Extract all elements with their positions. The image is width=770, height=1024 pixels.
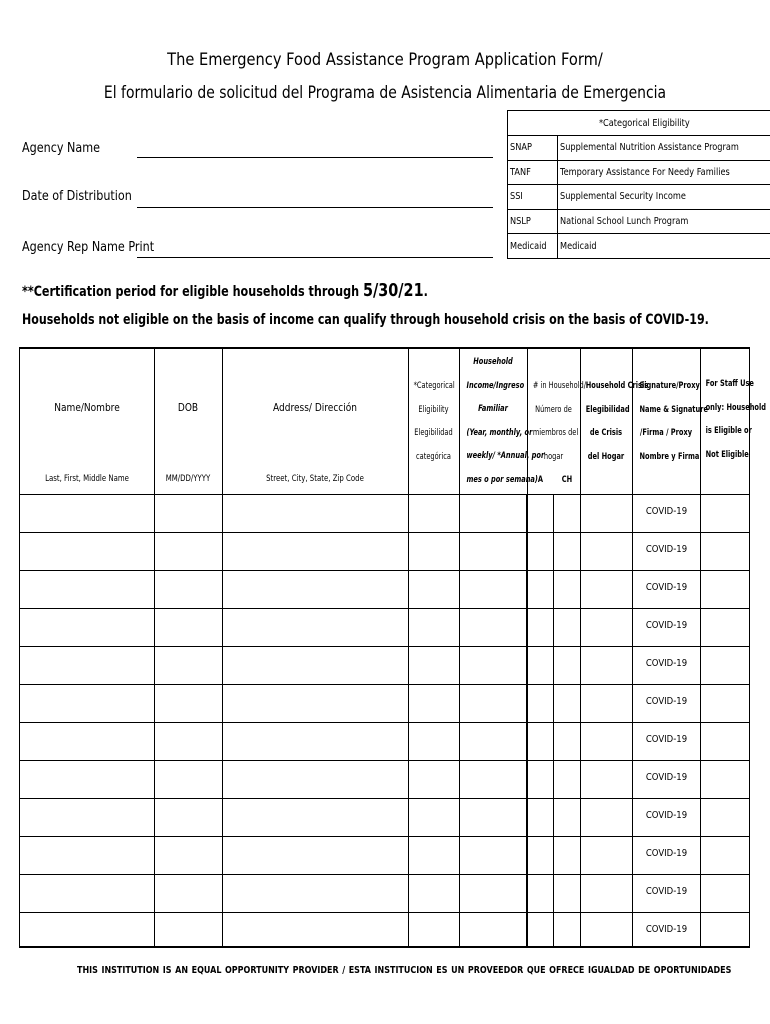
eligibility-row bbox=[508, 136, 770, 161]
certification-text: **Certification period for eligible households through bbox=[22, 284, 363, 300]
address-column-header: Address/ Dirección bbox=[273, 401, 357, 414]
application-table bbox=[19, 347, 766, 948]
agency-name-label: Agency Name bbox=[22, 141, 101, 156]
eligibility-program: Supplemental Security Income bbox=[559, 191, 686, 203]
table-row[interactable] bbox=[20, 608, 749, 609]
form-title-english: The Emergency Food Assistance Program Application Form/ bbox=[167, 50, 603, 70]
equal-opportunity-footer: THIS INSTITUTION IS AN EQUAL OPPORTUNITY PROVIDER / ESTA INSTITUCION ES UN PROVEEDOR QUE OFRECE IGUALDAD DE OPORTUNIDADES bbox=[77, 965, 732, 976]
household-crisis-value: COVID-19 bbox=[645, 582, 688, 593]
agency-rep-label: Agency Rep Name Print bbox=[22, 240, 155, 255]
certification-note bbox=[22, 280, 428, 301]
table-row[interactable] bbox=[20, 874, 749, 875]
children-subheader: CH bbox=[561, 475, 573, 485]
household-crisis-value: COVID-19 bbox=[645, 696, 688, 707]
eligibility-row bbox=[508, 160, 770, 185]
eligibility-abbr: SSI bbox=[510, 191, 523, 203]
categorical-eligibility-table bbox=[507, 110, 770, 259]
eligibility-row bbox=[508, 234, 770, 259]
date-of-distribution-label: Date of Distribution bbox=[22, 189, 132, 204]
household-crisis-value: COVID-19 bbox=[645, 886, 688, 897]
eligibility-program: Supplemental Nutrition Assistance Program bbox=[559, 142, 739, 154]
table-row[interactable] bbox=[20, 684, 749, 685]
table-row[interactable] bbox=[20, 798, 749, 799]
table-row[interactable] bbox=[20, 836, 749, 837]
household-crisis-value: COVID-19 bbox=[645, 734, 688, 745]
eligibility-abbr: TANF bbox=[510, 166, 531, 178]
table-row[interactable] bbox=[20, 494, 749, 495]
address-column-hint: Street, City, State, Zip Code bbox=[266, 474, 364, 484]
eligibility-program: Medicaid bbox=[559, 240, 597, 252]
agency-rep-field[interactable] bbox=[137, 257, 493, 258]
crisis-note: Households not eligible on the basis of income can qualify through household crisis on the basis of COVID-19. bbox=[22, 312, 709, 328]
dob-column-header: DOB bbox=[177, 401, 199, 414]
household-crisis-value: COVID-19 bbox=[645, 620, 688, 631]
household-size-header: # in Household/ Número de miembros del hogar bbox=[532, 381, 586, 462]
household-crisis-value: COVID-19 bbox=[645, 506, 688, 517]
household-crisis-value: COVID-19 bbox=[645, 544, 688, 555]
categorical-eligibility-header: *Categorical Eligibility Elegibilidad categórica bbox=[413, 381, 455, 462]
household-crisis-header: Household Crisis Elegibilidad de Crisis del Hogar bbox=[585, 381, 649, 462]
eligibility-program: National School Lunch Program bbox=[559, 216, 689, 228]
table-row[interactable] bbox=[20, 722, 749, 723]
eligibility-row bbox=[508, 209, 770, 234]
eligibility-row bbox=[508, 185, 770, 210]
table-row[interactable] bbox=[20, 760, 749, 761]
household-crisis-value: COVID-19 bbox=[645, 924, 688, 935]
certification-period: . bbox=[423, 284, 428, 300]
table-row[interactable] bbox=[20, 570, 749, 571]
certification-date: 5/30/21 bbox=[362, 280, 424, 301]
household-income-header: Household Income/Ingreso Familiar (Year, monthly, or weekly/ *Annual, por mes o por semana) bbox=[466, 357, 545, 485]
eligibility-abbr: NSLP bbox=[510, 216, 531, 228]
eligibility-program: Temporary Assistance For Needy Families bbox=[559, 166, 730, 178]
table-row[interactable] bbox=[20, 532, 749, 533]
date-of-distribution-field[interactable] bbox=[137, 207, 493, 208]
form-title-spanish: El formulario de solicitud del Programa de Asistencia Alimentaria de Emergencia bbox=[103, 83, 667, 103]
agency-name-field[interactable] bbox=[137, 157, 493, 158]
eligibility-heading: *Categorical Eligibility bbox=[508, 111, 770, 136]
table-row[interactable] bbox=[20, 646, 749, 647]
signature-header: Signature/Proxy Name & Signature /Firma / Proxy Nombre y Firma bbox=[639, 381, 708, 462]
staff-use-header: For Staff Use only: Household is Eligible or Not Eligible bbox=[705, 379, 766, 460]
household-crisis-value: COVID-19 bbox=[645, 772, 688, 783]
household-crisis-value: COVID-19 bbox=[645, 848, 688, 859]
name-column-hint: Last, First, Middle Name bbox=[45, 474, 129, 484]
eligibility-abbr: SNAP bbox=[510, 142, 532, 154]
name-column-header: Name/Nombre bbox=[54, 401, 120, 414]
eligibility-abbr: Medicaid bbox=[510, 240, 547, 252]
table-row[interactable] bbox=[20, 912, 749, 913]
household-crisis-value: COVID-19 bbox=[645, 658, 688, 669]
dob-column-hint: MM/DD/YYYY bbox=[165, 474, 211, 484]
household-crisis-value: COVID-19 bbox=[645, 810, 688, 821]
adults-subheader: A bbox=[537, 475, 544, 485]
